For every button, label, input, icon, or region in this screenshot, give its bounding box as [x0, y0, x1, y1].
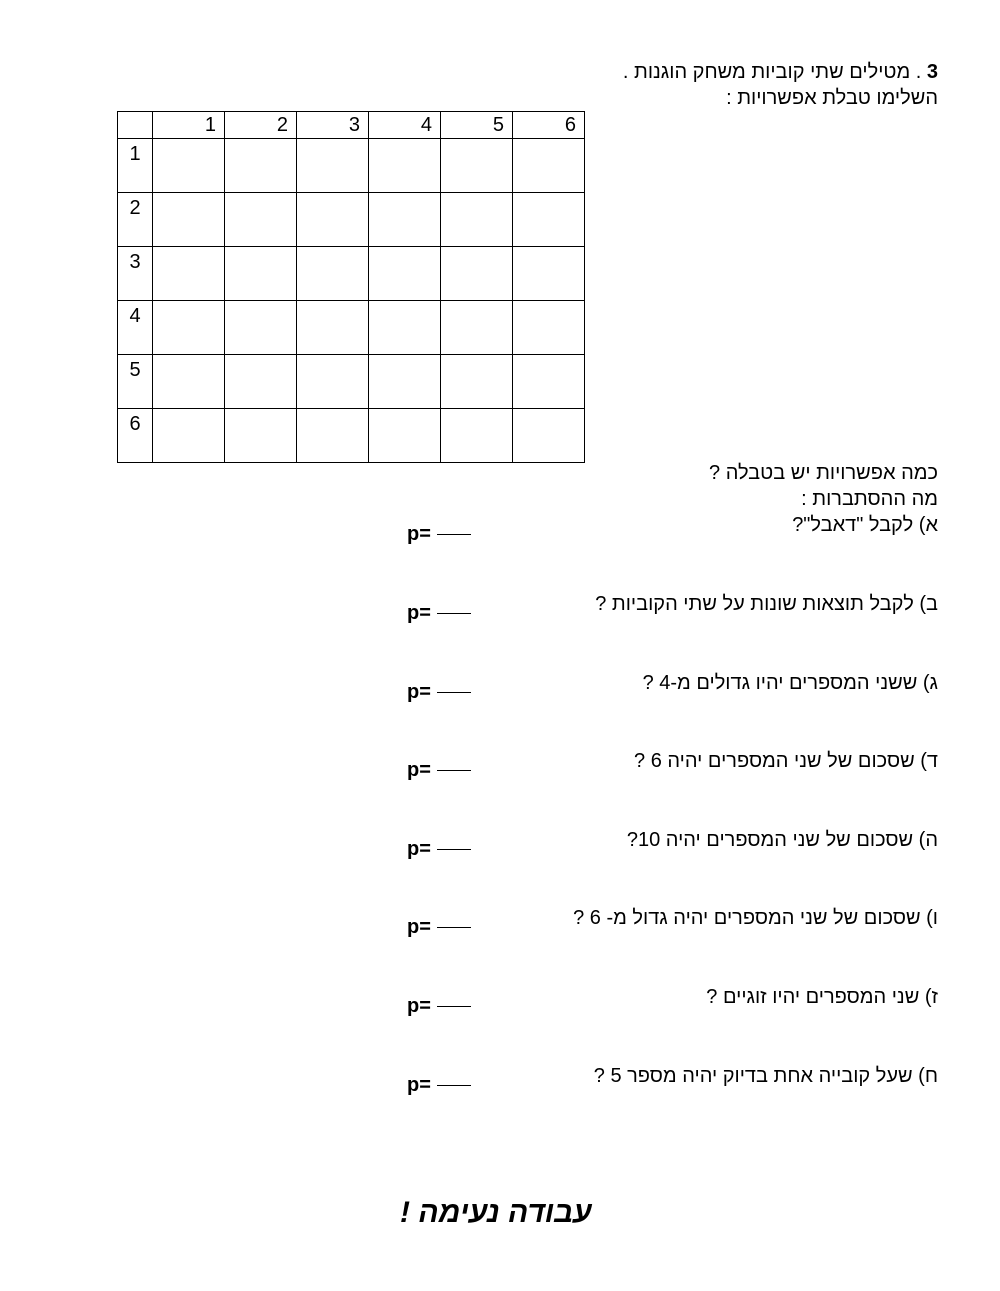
table-cell[interactable]	[153, 301, 225, 355]
table-row	[118, 139, 585, 193]
table-cell[interactable]	[369, 409, 441, 463]
table-cell[interactable]	[513, 409, 585, 463]
table-cell[interactable]	[441, 247, 513, 301]
table-cell[interactable]	[441, 355, 513, 409]
table-cell[interactable]	[225, 355, 297, 409]
table-cell[interactable]	[225, 193, 297, 247]
column-header: 5	[441, 112, 513, 139]
table-cell[interactable]	[297, 247, 369, 301]
question-h: ח) שעל קובייה אחת בדיוק יהיה מספר 5 ?	[593, 1065, 938, 1087]
table-cell[interactable]	[297, 301, 369, 355]
p-label: p=	[407, 1074, 431, 1096]
row-header: 5	[118, 355, 153, 409]
exercise-text: . מטילים שתי קוביות משחק הוגנות .	[622, 61, 922, 83]
table-cell[interactable]	[153, 355, 225, 409]
table-row	[118, 409, 585, 463]
answer-c[interactable]	[407, 680, 471, 704]
table-cell[interactable]	[369, 139, 441, 193]
table-row	[118, 193, 585, 247]
table-header-row	[118, 112, 585, 139]
p-label: p=	[407, 838, 431, 860]
count-question: כמה אפשרויות יש בטבלה ?	[709, 462, 938, 484]
table-cell[interactable]	[297, 193, 369, 247]
row-header: 1	[118, 139, 153, 193]
answer-d[interactable]	[407, 758, 471, 782]
dice-outcomes-table	[117, 111, 585, 463]
table-row	[118, 355, 585, 409]
table-cell[interactable]	[297, 409, 369, 463]
table-cell[interactable]	[513, 139, 585, 193]
row-header: 6	[118, 409, 153, 463]
table-cell[interactable]	[369, 301, 441, 355]
table-cell[interactable]	[297, 355, 369, 409]
table-row	[118, 301, 585, 355]
table-cell[interactable]	[441, 139, 513, 193]
p-label: p=	[407, 523, 431, 545]
table-cell[interactable]	[513, 193, 585, 247]
question-f: ו) שסכום של שני המספרים יהיה גדול מ- 6 ?	[573, 907, 938, 929]
answer-blank[interactable]	[437, 927, 471, 928]
table-cell[interactable]	[153, 193, 225, 247]
table-cell[interactable]	[369, 247, 441, 301]
table-cell[interactable]	[513, 301, 585, 355]
p-label: p=	[407, 916, 431, 938]
p-label: p=	[407, 759, 431, 781]
column-header: 2	[225, 112, 297, 139]
table-cell[interactable]	[369, 193, 441, 247]
column-header: 4	[369, 112, 441, 139]
answer-e[interactable]	[407, 837, 471, 861]
column-header: 1	[153, 112, 225, 139]
table-cell[interactable]	[225, 409, 297, 463]
table-row	[118, 247, 585, 301]
table-cell[interactable]	[153, 139, 225, 193]
question-d: ד) שסכום של שני המספרים יהיה 6 ?	[634, 750, 938, 772]
closing-message: עבודה נעימה !	[400, 1196, 592, 1229]
answer-a[interactable]	[407, 522, 471, 546]
answer-b[interactable]	[407, 601, 471, 625]
answer-f[interactable]	[407, 915, 471, 939]
column-header: 3	[297, 112, 369, 139]
table-cell[interactable]	[225, 247, 297, 301]
table-cell[interactable]	[153, 409, 225, 463]
p-label: p=	[407, 681, 431, 703]
answer-blank[interactable]	[437, 1085, 471, 1086]
table-cell[interactable]	[513, 247, 585, 301]
p-label: p=	[407, 995, 431, 1017]
table-cell[interactable]	[369, 355, 441, 409]
answer-g[interactable]	[407, 994, 471, 1018]
table-cell[interactable]	[297, 139, 369, 193]
row-header: 3	[118, 247, 153, 301]
p-label: p=	[407, 602, 431, 624]
question-a: א) לקבל "דאבל"?	[792, 514, 938, 536]
question-b: ב) לקבל תוצאות שונות על שתי הקוביות ?	[595, 593, 938, 615]
table-cell[interactable]	[225, 139, 297, 193]
table-cell[interactable]	[441, 409, 513, 463]
table-corner-cell	[118, 112, 153, 139]
table-cell[interactable]	[441, 301, 513, 355]
row-header: 4	[118, 301, 153, 355]
probability-intro: מה ההסתברות :	[801, 488, 938, 510]
exercise-number: 3	[926, 61, 938, 83]
answer-blank[interactable]	[437, 613, 471, 614]
table-cell[interactable]	[513, 355, 585, 409]
answer-blank[interactable]	[437, 534, 471, 535]
answer-blank[interactable]	[437, 692, 471, 693]
table-cell[interactable]	[441, 193, 513, 247]
answer-blank[interactable]	[437, 1006, 471, 1007]
exercise-heading	[623, 60, 938, 84]
exercise-instruction: השלימו טבלת אפשרויות :	[726, 87, 938, 109]
answer-blank[interactable]	[437, 770, 471, 771]
question-e: ה) שסכום של שני המספרים יהיה 10?	[626, 829, 938, 851]
question-g: ז) שני המספרים יהיו זוגיים ?	[706, 986, 938, 1008]
column-header: 6	[513, 112, 585, 139]
answer-h[interactable]	[407, 1073, 471, 1097]
row-header: 2	[118, 193, 153, 247]
table-cell[interactable]	[225, 301, 297, 355]
table-cell[interactable]	[153, 247, 225, 301]
question-c: ג) ששני המספרים יהיו גדולים מ-4 ?	[642, 672, 938, 694]
answer-blank[interactable]	[437, 849, 471, 850]
